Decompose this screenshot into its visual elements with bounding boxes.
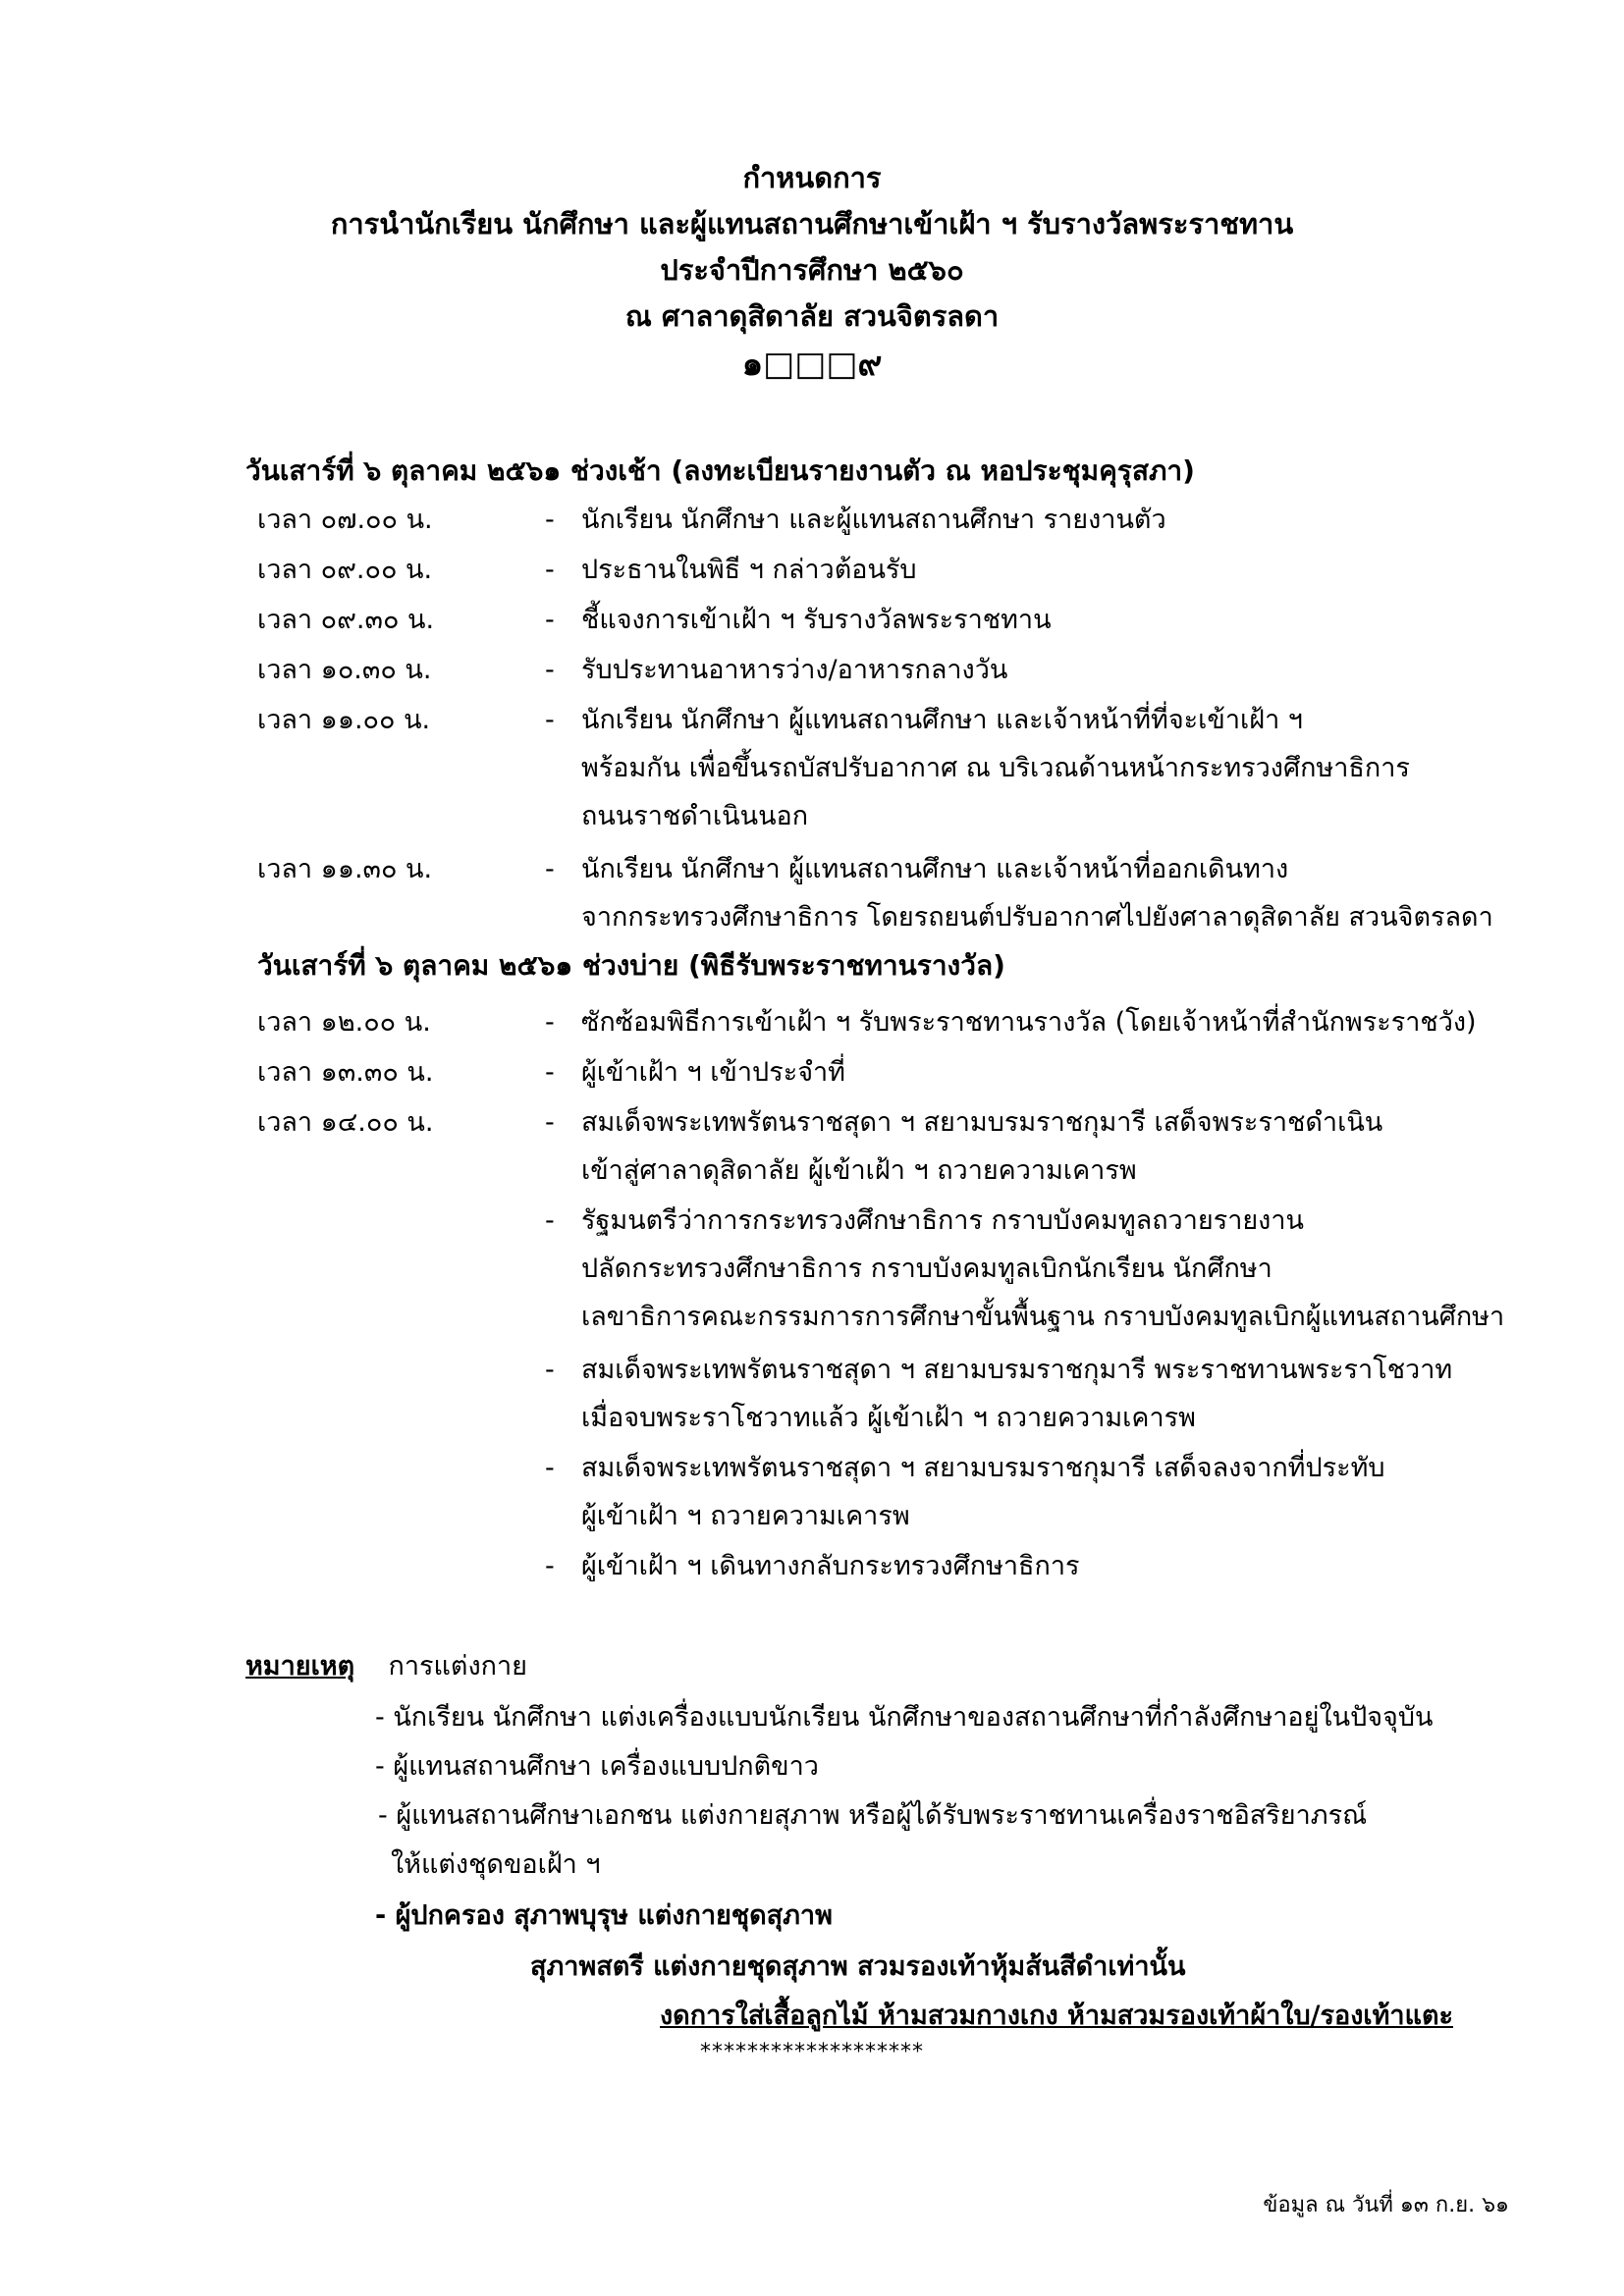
note-line: - ผู้แทนสถานศึกษา เครื่องแบบปกติขาว bbox=[375, 1751, 819, 1782]
schedule-detail: เข้าสู่ศาลาดุสิดาลัย ผู้เข้าเฝ้า ฯ ถวายความเคารพ bbox=[581, 1155, 1137, 1186]
schedule-detail: พร้อมกัน เพื่อขึ้นรถบัสปรับอากาศ ณ บริเวณด้านหน้ากระทรวงศึกษาธิการ bbox=[581, 753, 1410, 783]
footer-date: ข้อมูล ณ วันที่ ๑๓ ก.ย. ๖๑ bbox=[1263, 2193, 1509, 2217]
schedule-detail: เลขาธิการคณะกรรมการการศึกษาขั้นพื้นฐาน กราบบังคมทูลเบิกผู้แทนสถานศึกษา bbox=[581, 1302, 1505, 1332]
schedule-detail: ผู้เข้าเฝ้า ฯ ถวายความเคารพ bbox=[581, 1501, 910, 1531]
schedule-detail: ประธานในพิธี ฯ กล่าวต้อนรับ bbox=[581, 555, 917, 585]
note-line: สุภาพสตรี แต่งกายชุดสุภาพ สวมรองเท้าหุ้มส้นสีดำเท่านั้น bbox=[530, 1951, 1186, 1982]
schedule-detail: สมเด็จพระเทพรัตนราชสุดา ฯ สยามบรมราชกุมารี เสด็จลงจากที่ประทับ bbox=[581, 1453, 1385, 1483]
bullet-dash: - bbox=[545, 655, 555, 685]
bullet-dash: - bbox=[545, 555, 555, 585]
schedule-detail: เมื่อจบพระราโชวาทแล้ว ผู้เข้าเฝ้า ฯ ถวายความเคารพ bbox=[581, 1403, 1196, 1433]
note-line: - นักเรียน นักศึกษา แต่งเครื่องแบบนักเรียน นักศึกษาของสถานศึกษาที่กำลังศึกษาอยู่ในปัจจุบัน bbox=[375, 1702, 1434, 1733]
schedule-time: เวลา ๑๑.๐๐ น. bbox=[257, 705, 431, 735]
bullet-dash: - bbox=[545, 1453, 555, 1483]
separator-stars: ******************* bbox=[700, 2040, 924, 2064]
notes-heading bbox=[245, 1647, 527, 1686]
schedule-time: เวลา ๐๗.๐๐ น. bbox=[257, 505, 433, 535]
bullet-dash: - bbox=[545, 605, 555, 635]
schedule-time: เวลา ๐๙.๓๐ น. bbox=[257, 605, 435, 635]
academic-year: ประจำปีการศึกษา ๒๕๖๐ bbox=[660, 253, 964, 287]
schedule-detail: จากกระทรวงศึกษาธิการ โดยรถยนต์ปรับอากาศไปยังศาลาดุสิดาลัย สวนจิตรลดา bbox=[581, 902, 1493, 933]
notes-intro: การแต่งกาย bbox=[388, 1651, 527, 1682]
venue: ณ ศาลาดุสิดาลัย สวนจิตรลดา bbox=[624, 299, 1000, 333]
schedule-detail: สมเด็จพระเทพรัตนราชสุดา ฯ สยามบรมราชกุมารี พระราชทานพระราโชวาท bbox=[581, 1355, 1453, 1385]
note-line: - ผู้แทนสถานศึกษาเอกชน แต่งกายสุภาพ หรือผู้ได้รับพระราชทานเครื่องราชอิสริยาภรณ์ bbox=[378, 1800, 1368, 1831]
schedule-detail: ผู้เข้าเฝ้า ฯ เข้าประจำที่ bbox=[581, 1057, 845, 1088]
schedule-time: เวลา ๑๐.๓๐ น. bbox=[257, 655, 432, 685]
schedule-time: เวลา ๑๔.๐๐ น. bbox=[257, 1107, 434, 1138]
schedule-time: เวลา ๑๓.๓๐ น. bbox=[257, 1057, 434, 1088]
schedule-detail: ถนนราชดำเนินนอก bbox=[581, 801, 809, 831]
bullet-dash: - bbox=[545, 1355, 555, 1385]
bullet-dash: - bbox=[545, 1107, 555, 1138]
schedule-time: เวลา ๐๙.๐๐ น. bbox=[257, 555, 433, 585]
note-line: ให้แต่งชุดขอเฝ้า ฯ bbox=[391, 1849, 601, 1880]
note-line: - ผู้ปกครอง สุภาพบุรุษ แต่งกายชุดสุภาพ bbox=[375, 1900, 833, 1931]
schedule-detail: ชี้แจงการเข้าเฝ้า ฯ รับรางวัลพระราชทาน bbox=[581, 605, 1052, 635]
afternoon-section-title: วันเสาร์ที่ ๖ ตุลาคม ๒๕๖๑ ช่วงบ่าย (พิธีรับพระราชทานรางวัล) bbox=[257, 949, 1005, 982]
bullet-dash: - bbox=[545, 854, 555, 884]
bullet-dash: - bbox=[545, 1205, 555, 1236]
notes-label: หมายเหตุ bbox=[245, 1651, 355, 1682]
schedule-detail: รัฐมนตรีว่าการกระทรวงศึกษาธิการ กราบบังคมทูลถวายรายงาน bbox=[581, 1205, 1304, 1236]
schedule-detail: สมเด็จพระเทพรัตนราชสุดา ฯ สยามบรมราชกุมารี เสด็จพระราชดำเนิน bbox=[581, 1107, 1383, 1138]
note-line-emphasis: งดการใส่เสื้อลูกไม้ ห้ามสวมกางเกง ห้ามสวมรองเท้าผ้าใบ/รองเท้าแตะ bbox=[660, 2001, 1454, 2031]
schedule-detail: ผู้เข้าเฝ้า ฯ เดินทางกลับกระทรวงศึกษาธิการ bbox=[581, 1551, 1080, 1581]
document-subtitle: การนำนักเรียน นักศึกษา และผู้แทนสถานศึกษาเข้าเฝ้า ฯ รับรางวัลพระราชทาน bbox=[330, 207, 1294, 240]
schedule-detail: นักเรียน นักศึกษา ผู้แทนสถานศึกษา และเจ้าหน้าที่ที่จะเข้าเฝ้า ฯ bbox=[581, 705, 1303, 735]
bullet-dash: - bbox=[545, 505, 555, 535]
schedule-time: เวลา ๑๒.๐๐ น. bbox=[257, 1007, 431, 1038]
schedule-detail: ซักซ้อมพิธีการเข้าเฝ้า ฯ รับพระราชทานรางวัล (โดยเจ้าหน้าที่สำนักพระราชวัง) bbox=[581, 1007, 1477, 1038]
schedule-detail: นักเรียน นักศึกษา และผู้แทนสถานศึกษา รายงานตัว bbox=[581, 505, 1166, 535]
schedule-time: เวลา ๑๑.๓๐ น. bbox=[257, 854, 433, 884]
bullet-dash: - bbox=[545, 705, 555, 735]
schedule-detail: นักเรียน นักศึกษา ผู้แทนสถานศึกษา และเจ้าหน้าที่ออกเดินทาง bbox=[581, 854, 1289, 884]
bullet-dash: - bbox=[545, 1551, 555, 1581]
bullet-dash: - bbox=[545, 1007, 555, 1038]
document-header bbox=[0, 155, 1624, 389]
document-title: กำหนดการ bbox=[742, 161, 882, 194]
document-code: ๑□□□๙ bbox=[741, 345, 883, 384]
bullet-dash: - bbox=[545, 1057, 555, 1088]
morning-section-title: วันเสาร์ที่ ๖ ตุลาคม ๒๕๖๑ ช่วงเช้า (ลงทะเบียนรายงานตัว ณ หอประชุมคุรุสภา) bbox=[245, 454, 1195, 487]
schedule-detail: ปลัดกระทรวงศึกษาธิการ กราบบังคมทูลเบิกนักเรียน นักศึกษา bbox=[581, 1254, 1272, 1284]
schedule-detail: รับประทานอาหารว่าง/อาหารกลางวัน bbox=[581, 655, 1008, 685]
